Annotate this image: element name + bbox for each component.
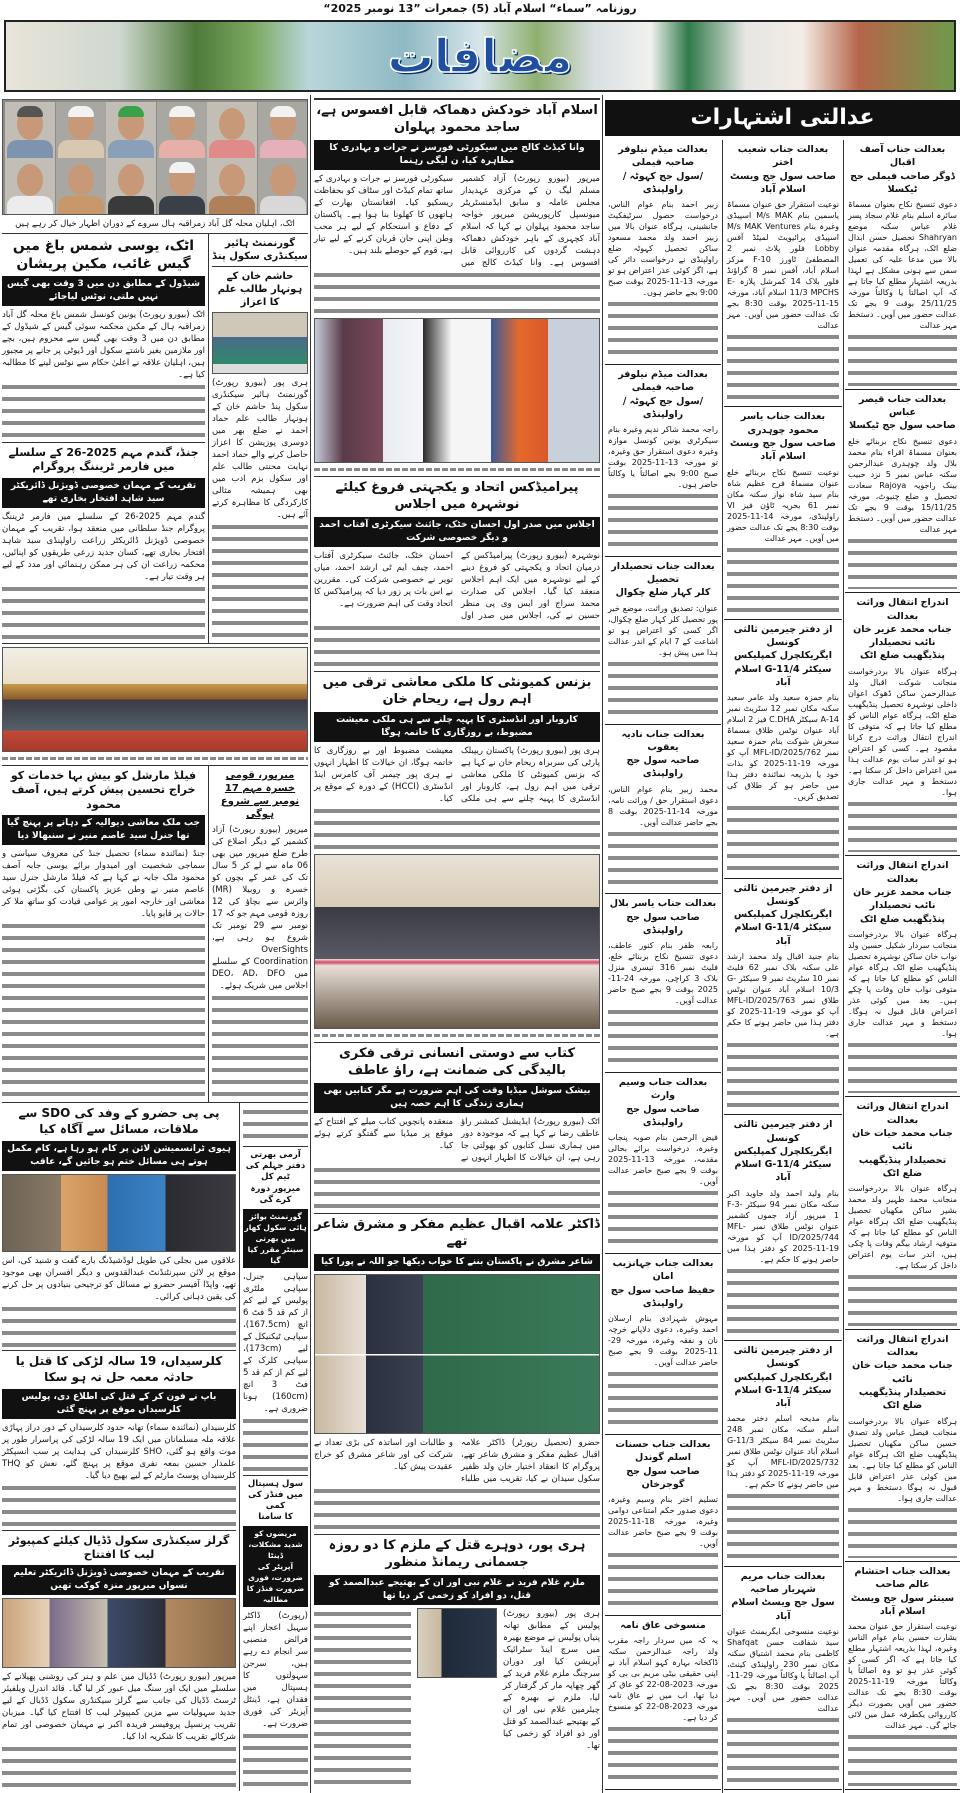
headline: اٹک، یوسی شمس باغ میں گیس غائب، مکین پریشان: [12, 238, 195, 273]
text-filler: [848, 798, 957, 853]
article-islamabad: [314, 100, 600, 477]
headline: حاشم خان کے ہونہار طالب علم کا اعزاز: [212, 266, 308, 309]
article-body: ہری پور (بیورو رپورٹ) گورنمنٹ ہائیر سیکنڈری سکول پنڈ حاشم خان کے ہونہار طالب علم حماد احمد نے ضلع بھر میں دوسری پوزیشن کا اعزاز حاصل کرنے والے حماد احمد نہایت محنتی طالب علم اور سکول بزم ادب میں بھی ہمیشہ مثالی کارکردگی کا مظاہرہ کرتے آئے ہیں۔: [212, 378, 308, 520]
court-notice: [724, 1341, 842, 1567]
police-press-photo: [417, 1608, 497, 1678]
court-notice-heading: بعدالت جناب تحصیلدار تحصیل کلر کہار ضلع چکوال: [611, 560, 715, 599]
portraits-feature: [2, 96, 308, 234]
text-filler: [314, 1485, 600, 1531]
court-notice-heading: اندراج انتقال وراثت بعدالت جناب محمد عزیر خان نائب تحصیلدار پنڈیگھیب ضلع اٹک: [853, 597, 952, 662]
ads-column-right: [845, 140, 960, 1790]
court-ads-header: عدالتی اشتہارات: [605, 100, 960, 136]
article-body: اٹک (بیورو رپورٹ) یونین کونسل شمس باغ محلہ گل آباد زمراقبہ ہال کے مکین محکمہ سوئی گیس کے شیڈول کے مطابق دن میں 3 وقت بھی گیس سے محروم ہیں، بچے اور ملازمین بغیر ناشتے سکول اور ڈیوٹی پر جانے پر مجبور ہیں، اہلیان علاقہ نے اعلیٰ حکام سے نوٹس لینے کا مطالبہ کیا ہے۔: [2, 310, 205, 381]
text-filler: [608, 828, 718, 891]
court-notice: [724, 1567, 842, 1790]
text-filler: [608, 298, 718, 361]
text-filler: [314, 1164, 600, 1210]
headline: بزنس کمیونٹی کا ملکی معاشی ترقی میں اہم رول ہے، ریحام خان: [322, 675, 592, 707]
news-subcolumn: [208, 766, 308, 1102]
meeting-photo-feature: [2, 643, 308, 766]
court-notice: [605, 894, 721, 1073]
court-notice-body: بنام مدیحہ اسلم دختر محمد اسلم سکنہ مکان نمبر 248 سٹریٹ نمبر 84 سیکٹر G-11/3 اسلام آباد عنوان نوٹس طلاق نمبر MFL-ID/2025/732 آپ کو مورخہ 19-11-2025 کو دفتر ہذا میں حاضر ہونے کا حکم ہے۔: [727, 1414, 839, 1490]
article-body: حضرو (تحصیل رپورٹر) ڈاکٹر علامہ اقبال عظیم مفکر و مشرق شاعر تھے، پروگرام کا انعقاد اختیار خان ولد ظفیر سکول سیدان نے کیا، تقریب میں طلباء و طالبات اور اساتذہ کی بڑی تعداد نے شرکت کی اور شاعر مشرق کو خراج عقیدت پیش کیا۔: [314, 1437, 600, 1484]
text-filler: [608, 490, 718, 553]
court-notice: [724, 407, 842, 619]
headline: فیلڈ مارشل کو بیش بہا خدمات کو خراج تحسین پیش کرتے ہیں، آصف محمود: [10, 769, 197, 811]
article-body: سپاہی جنرل، سپاہی ملٹری پولیس کے لیے کم از کم قد 5 فٹ 6 انچ (167.5cm)، سپاہی ٹیکنیکل کے لیے (173cm)، سپاہی کلرک کے لیے کم از کم قد 5 فٹ 3 انچ (160cm) ہونا ضروری ہے۔: [243, 1271, 308, 1414]
court-notice-body: ہرگاہ عنوان بالا بردرخواست منجانب فیصل عباس ولد تصدق حسین ساکن مکھیاں تحصیل پنڈیگھیب ضلع اٹک ہرگاہ عوام الناس کو مطلع کیا جاتا ہے۔ بعد میں کوئی عذر اعتراض قابل قبول نہ ہوگا دستخط و مہر عدالت جاری ہوا۔: [848, 1416, 957, 1503]
news-row: [2, 766, 308, 1102]
headline: آرمی بھرتی دفتر جہلم کی ٹیم کل میرپور دورہ کرے گی: [243, 1146, 308, 1205]
court-notice-heading: بعدالت میڈم نیلوفر صاحبہ فیملی /سول جج کہوٹہ / راولپنڈی: [618, 368, 708, 420]
article-measles: [212, 766, 308, 1102]
article-dadyal: [2, 1531, 236, 1791]
court-notice-body: زبیر احمد بنام عوام الناس، درخواست حصول سرٹیفکیٹ جانشینی، ہرگاہ عنوان بالا میں زبیر احمد ولد محمد مسعود ساکن تحصیل کہوٹہ ضلع راولپنڈی نے درخواست دائر کی ہے، اگر کوئی عذر اعتراض ہو تو مورخہ 13-11-2025 بوقت صبح 9:00 بجے حاضر ہوں۔: [608, 200, 718, 298]
court-notice-body: تسلیم اختر بنام وسیم وغیرہ، دعوی صدور حکم امتناعی دوامی وغیرہ، مورخہ 18-11-2025 بوقت 9 بجے صبح حاضر عدالت آویں۔: [608, 1495, 718, 1549]
news-subcolumn: [2, 1103, 236, 1791]
court-notice-body: بنام حمزہ سعید ولد عامر سعید سکنہ مکان نمبر 12 سٹریٹ نمبر 14-A سیکٹر C.DHA فیز 2 اسلام آباد عنوان نوٹس طلاق مسماۃ سحرش شوکت بنام حمزہ سعید نمبر MFL-ID/2025/762 آپ کو مورخہ 19-11-2025 کو بذات خود یا بذریعہ نمائندہ دفتر ہذا میں حاضر ہو کر طلاق کی تصدیق کریں۔: [727, 693, 839, 802]
photo-caption: [314, 1034, 600, 1037]
portrait: [157, 158, 207, 214]
court-notice-heading: اندراج انتقال وراثت بعدالت جناب محمد عزیر خان نائب تحصیلدار پنڈیگھیب ضلع اٹک: [853, 860, 952, 925]
text-filler: [608, 1006, 718, 1069]
court-notice: [605, 557, 721, 725]
court-notice-body: بنام جنید اقبال ولد محمد ارشد علی سکنہ بلاک نمبر 62 فلیٹ نمبر 10 سٹریٹ نمبر 9 سیکٹر G-10/3 اسلام آباد عنوان نوٹس طلاق نمبر MFL-ID/2025/763 آپ کو مورخہ 19-11-2025 کو دفتر ہذا میں حاضر ہونے کا حکم ہے۔: [727, 952, 840, 1038]
text-filler: [608, 1549, 718, 1612]
court-notice-heading: بعدالت جناب نادیہ یعقوب صاحبہ سول جج راولپنڈی: [621, 728, 705, 780]
subheadline-bar: کاروبار اور انڈسٹری کا پہیہ چلنے سے ہی ملکی معیشت مضبوط، بے روزگاری کا خاتمہ ہوگا: [314, 712, 600, 742]
headline: کلرسیداں، 19 سالہ لڑکی کا قتل یا حادثہ معمہ حل نہ ہو سکا: [15, 1354, 223, 1385]
court-notice-heading: بعدالت جناب احتشام عالم صاحب سینئر سول جج ویسٹ اسلام آباد: [850, 1566, 955, 1618]
court-notice: [845, 593, 960, 856]
headline: سول ہسپتال میں فنڈز کی کمی کا سامنا: [247, 1479, 304, 1523]
portrait: [56, 102, 106, 158]
article-business: [314, 672, 600, 1043]
article-body: ہری پور (بیورو رپورٹ) پاکستان ریپبلک پارٹی کی سربراہ ریحام خان نے کہا ہے کہ بزنس کمیونٹی کا ملکی معاشی ترقی میں اہم رول ہے، کاروبار اور انڈسٹری کا پہیہ چلنے سے ہی ملکی معیشت مضبوط اور بے روزگاری کا خاتمہ ہوگا، ان خیالات کا اظہار انہوں نے ہری پور چیمبر آف کامرس اینڈ انڈسٹری (HCCI) کے دورہ کے موقع پر کیا۔: [314, 745, 600, 804]
court-notice-heading: از دفتر چیرمین ثالثی کونسل ایگریکلچرل کمپلیکس سیکٹر G-11/4 اسلام آباد: [733, 623, 833, 688]
text-filler: [727, 802, 839, 874]
text-filler: [608, 1368, 718, 1431]
portrait: [106, 102, 156, 158]
court-notice-body: نوعیت تنسیخ نکاح بربنائے خلع عنوان مسماۃ فرح عظیم شاہ بنام سید شاہ نواز سکنہ مکان نمبر 61 بحریہ ٹاؤن فیز VI راولپنڈی، مورخہ 14-11-2025 بوقت 8:30 بجے تک عدالت حضور میں آویں۔ مہر عدالت: [727, 467, 839, 543]
court-notice-body: نوعیت استقرار حق عنوان محمد بشارت حسین بنام عوام الناس وغیرہ، لہذا بذریعہ اشتہار مطلع کیا جاتا ہے کہ اگر کسی کو کوئی عذر ہو تو وہ اصالتاً یا وکالتاً مورخہ 19-11-2025 بوقت 8:30 بجے تک عدالت حضور میں آویں بصورت دیگر کارروائی یکطرفہ عمل میں لائی جائے گی۔ مہر عدالت: [848, 1622, 957, 1731]
court-notice-heading: بعدالت جناب یاسر محمود چوہدری صاحب سول جج ویسٹ اسلام آباد: [729, 411, 836, 463]
section-banner: [4, 20, 956, 92]
headline: میرپور، قومی خسرہ مہم 17 نومبر سے شروع ہوگی: [220, 770, 300, 821]
portrait: [258, 158, 308, 214]
article-farmer: [2, 443, 205, 643]
article-army: [243, 1103, 308, 1476]
article-body: ہری پور (بیورو رپورٹ) پولیس کے مطابق تھانہ پنیاں پولیس نے موضع بھیرہ میں سرچ اینڈ سٹرائیک آپریشن کیا اور دوران سرچنگ ملزم غلام فرید کے گھر چھاپہ مار کر گرفتار کر لیا، ملزم نے بھیرہ کے چیئرمین غلام نبی اور ان کے بھتیجے عبدالصمد کو قتل اور دو افراد کو زخمی کیا تھا۔: [502, 1608, 600, 1751]
subheadline-bar: بیشک سوشل میڈیا وقت کی اہم ضرورت ہے مگر کتابیں بھی ہماری زندگی کا اہم حصہ ہیں: [314, 1083, 600, 1113]
text-filler: [2, 1482, 236, 1527]
text-filler: [608, 1187, 718, 1250]
court-notice-heading: بعدالت جناب مریم شہریار صاحبہ سول جج ویسٹ اسلام آباد: [731, 1570, 835, 1622]
court-notice: [845, 1330, 960, 1562]
text-filler: [212, 992, 308, 1099]
ads-column-left: [605, 140, 721, 1790]
court-notice: [605, 1254, 721, 1435]
court-notice-heading: بعدالت میڈم نیلوفر صاحبہ فیملی /سول جج کہوٹہ / راولپنڈی: [618, 144, 708, 195]
text-filler: [848, 1039, 957, 1094]
article-book: [314, 1043, 600, 1214]
article-body: میرپور (بیورو رپورٹ) آزاد کشمیر مسلم لیگ ن کے مرکزی عہدیدار مجلس عاملہ و سابق ایڈمنسٹریٹر میونسپل کارپوریشن میرپور خواجہ ساجد محمود پہلوان نے کہا کہ اسلام آباد کچہری کے باہر خودکش دھماکہ دہشت گردوں کی کارروائی قابل افسوس ہے۔ وانا کیڈٹ کالج میں سیکورٹی فورسز نے جرات و بہادری کے ساتھ تمام کیڈٹ اور سٹاف کو بحفاظت ریسکیو کیا۔ افغانستان بھارت کے ہاتھوں کا کھلونا بنا ہوا ہے۔ پاکستان کے دفاع و استحکام کے لیے ہر محب وطن اپنی جان قربان کرنے کے لیے تیار ہے، قوم کے حوصلے بلند ہیں۔: [314, 173, 600, 268]
article-hospital: [243, 1476, 308, 1791]
article-body: کلرسیداں (نمائندہ سماء) تھانہ حدود کلرسیداں کے دور دراز پہاڑی علاقہ ملہ مسلمانان میں ایک 19 سالہ لڑکی کی پراسرار طور پر موت واقع ہو گئی، SHO کلرسیداں کی ہدایت پر سب انسپکٹر علمدار حسین بمعہ نفری موقع پر پہنچ گئے، نعش کو THQ کلرسیداں پوسٹ مارٹم کے لیے بھیج دیا گیا۔: [2, 1422, 236, 1481]
portrait: [56, 158, 106, 214]
subheadline-bar: ملزم غلام فرید نے غلام نبی اور ان کے بھتیجے عبدالصمد کو قتل، دو افراد کو زخمی کر دیا تھا: [314, 1575, 600, 1605]
ads-column-middle: [724, 140, 842, 1790]
court-notice: [845, 390, 960, 593]
article-body: میرپور (بیورو رپورٹ) آزاد کشمیر کے دیگر اضلاع کی طرح ضلع میرپور میں بھی 06 ماہ سے لے کر 5 سال تک کی عمر کے بچوں کو خسرہ و روبیلا (MR) وائرس سے بچاؤ کی 12 روزہ قومی مہم جو کہ 17 نومبر سے 29 نومبر تک شروع ہو رہی ہے، OverSights Coordination کے سلسلے میں DEO، AD، DFO اجلاس میں شریک ہوئے۔: [212, 825, 309, 992]
court-notice-heading: از دفتر چیرمین ثالثی کونسل ایگریکلچرل کمپلیکس سیکٹر G-11/4 اسلام آباد: [733, 1344, 833, 1410]
headline: گورنمنٹ ہائیر سیکنڈری سکول پنڈ: [212, 238, 308, 262]
middle-news-region: [314, 98, 600, 1793]
text-filler: [608, 1723, 718, 1786]
text-filler: [848, 1731, 957, 1786]
portrait: [157, 102, 207, 158]
sdo-meeting-photo: [2, 1174, 236, 1252]
article-body: علاقوں میں بجلی کی طویل لوڈشیڈنگ بارے گفت و شنید کی، اس موقع پر لائن سپرنٹنڈنٹ عبدالقدوس و دیگر افسران بھی موجود تھے، واپڈا آفیسر حضرو نے مسائل کو ترجیحی بنیادوں پر حل کرنے کی یقین دہانی کرائی۔: [2, 1255, 236, 1302]
court-notice-heading: بعدالت جناب جہانزیب امان حفیظ صاحب سول جج راولپنڈی: [610, 1258, 716, 1309]
court-notice: [724, 1115, 842, 1341]
meeting-photo: [2, 647, 308, 752]
article-body: گندم مہم 2025-26 کے سلسلے میں فارمر ٹریننگ پروگرام جنڈ سلطانی میں منعقد ہوا، تقریب کے مہمان خصوصی ڈویژنل ڈائریکٹر زراعت راولپنڈی سید شاہد افتخار بخاری تھے، کسان جدید زرعی طریقوں کو اپنائیں، محکمہ زراعت ان کی ہر ممکن رہنمائی اور مدد کے لیے ہر وقت تیار ہے۔: [2, 511, 205, 582]
portrait: [5, 158, 55, 214]
text-filler: [727, 544, 839, 616]
article-iqbal: [314, 1214, 600, 1535]
portrait: [5, 102, 55, 158]
court-notice-body: فیض الرحمن بنام صوبہ پنجاب وغیرہ، درخواست برائے بحالی مقدمہ، مورخہ 13-11-2025 بوقت 9 بجے صبح حاضر عدالت آویں۔: [608, 1133, 718, 1187]
court-notice-heading: بعدالت جناب آصف اقبال ڈوگر صاحب فیملی جج ٹیکسلا: [850, 144, 955, 195]
text-filler: [2, 1303, 236, 1348]
text-filler: [727, 1265, 839, 1337]
court-notice-heading: بعدالت جناب شعیب اختر صاحب سول جج ویسٹ اسلام آباد: [729, 144, 836, 195]
court-notice: [845, 856, 960, 1097]
subheadline-bar: تقریب کے مہمان خصوصی ڈویژنل ڈائریکٹر سید شاہد افتخار بخاری تھے: [2, 478, 205, 508]
court-notice-body: نوعیت استقرار حق عنوان مسماۃ یاسمین بنام M/s MAK اسپیڈی وغیرہ بنام M/s MAK Ventures اسپیڈی پرائیویٹ لمیٹڈ آفس Lobby فلور پلاٹ نمبر 2 المصطفیٰ ٹاورز F-10 مرکز اسلام آباد، آفس نمبر 8 گراؤنڈ فلور بلاک 14 کمرشل پلازہ E-11/3 MPCHS اسلام آباد، مورخہ 15-11-2025 بوقت 8:30 بجے تک عدالت حضور میں آویں۔ مہر عدالت: [727, 200, 840, 331]
text-filler: [727, 331, 839, 403]
court-notice-body: ہرگاہ عنوان بالا بردرخواست منجانب سردار شکیل حسین ولد نواب خان ساکن نوشہرہ تحصیل پنڈیگھیب ضلع اٹک ہرگاہ عوام الناس کو مطلع کیا جاتا ہے کہ متوفی نواب خان وفات پا چکے ہیں۔ بعد میں کوئی عذر اعتراض قابل قبول نہ ہوگا۔ دستخط و مہر عدالت جاری ہوا۔: [848, 929, 957, 1038]
headline: ڈاکٹر علامہ اقبال عظیم مفکر و مشرق شاعر تھے: [314, 1217, 600, 1249]
portrait: [258, 102, 308, 158]
article-body: جنڈ (نمائندہ سماء) تحصیل جنڈ کی معروف سیاسی و سماجی شخصیت اور امیدوار برائے یوسی جابہ آصف محمود ملک جابہ نے کہا ہے کہ فیلڈ مارشل جنرل سید عاصم منیر نے وطن عزیز پاکستان کی بگڑتی ہوئی معاشی اور خارجہ امور پر عوامی قیادت کو ساتھ ملا کر حالات پر قابو پایا۔: [2, 849, 205, 920]
text-filler: [608, 658, 718, 721]
text-filler: [243, 1106, 308, 1146]
court-notice: [724, 620, 842, 879]
portraits-photo: [2, 99, 308, 215]
court-notice-body: بنام ولید احمد ولد جاوید اکبر سکنہ مکان نمبر 94 سیکٹر F-3-1 میرپور آزاد جموں کشمیر عنوان نوٹس طلاق نمبر MFL-ID/2025/744 آپ کو مورخہ 19-11-2025 کو دفتر ہذا میں حاضر ہونے کا حکم ہے۔: [727, 1188, 839, 1264]
court-notice-heading: منسوخی عاق نامہ: [620, 1619, 706, 1631]
headline: جنڈ، گندم مہم 2025-26 کے سلسلے میں فارمر ٹریننگ پروگرام: [8, 445, 199, 474]
text-filler: [727, 1490, 839, 1562]
court-notice-body: یہ کہ میں سردار راجہ مقرب ولد راجہ عبدالرحمن سکنہ ڈاکخانہ بہارہ کہو اسلام آباد نے اپنی حقیقی بیٹی مریم بی بی کو مورخہ 2023-08-22 کو عاق کر دیا تھا، اب میں نے عاق نامہ مورخہ 2023-08-22 کو منسوخ کر دیا ہے۔: [608, 1636, 718, 1723]
left-news-region: [2, 96, 308, 1791]
court-notice: [845, 1562, 960, 1790]
subheadline-bar: مریضوں کو شدید مشکلات، ڈینٹا آپریٹر کی ضرورت، فوری ضرورت فنڈز کا مطالبہ: [243, 1526, 308, 1607]
headline: اسلام آباد خودکش دھماکہ قابل افسوس ہے، ساجد محمود پہلوان: [316, 103, 598, 135]
portrait: [207, 158, 257, 214]
article-gas: [2, 234, 205, 443]
subheadline-bar: تقریب کے مہمان خصوصی ڈویژنل ڈائریکٹر تعلیم نسواں میرپور منزہ کوکب تھیں: [2, 1565, 236, 1595]
subheadline-bar: جب ملک معاشی دیوالیہ کے دہانے پر پہنچ گیا تھا جنرل سید عاصم منیر نے سنبھالا دیا: [2, 815, 205, 845]
court-notice: [605, 140, 721, 365]
court-notice-body: مہوش شہزادی بنام ارسلان احمد وغیرہ، دعوی دلاپانے خرچہ نان و نفقہ وغیرہ، مورخہ 29-11-2025 بوقت 9 بجے صبح حاضر عدالت آویں۔: [608, 1314, 718, 1368]
text-filler: [848, 1271, 957, 1326]
news-subcolumn: [208, 234, 308, 643]
column-divider: [310, 95, 311, 1793]
court-notice-body: نوعیت منسوخی ایگریمنٹ عنوان سید شفاقت حسن Shafqat کاظمی بنام محمد اشتیاق سکنہ مکان نمبر 230 راولپنڈی کینٹ، آپ اصالتاً یا وکالتاً مورخہ 29-11-2025 بوقت 8:30 بجے تک عدالت حضور میں آویں۔ مہر عدالت: [727, 1626, 839, 1713]
article-body: میرپور (بیورو رپورٹ) ڈڈیال میں علم و ہنر کی روشنی پھیلانے کے سلسلے میں ایک اور سنگ میل عبور کر لیا گیا۔ قائد اندرل ویلفیئر ٹرسٹ ڈڈیال کی جانب سے گرلز سیکنڈری سکول ڈڈیال کے لیے جدید سہولیات سے مزین کمپیوٹر لیب کا افتتاح کیا گیا۔ میزبان تقریب پرنسپل پروفیسر فریدہ اکبر نے مہمان خصوصی اور تمام شرکائے تقریب کا شکریہ ادا کیا۔: [2, 1672, 236, 1743]
text-filler: [314, 269, 600, 315]
court-notice-body: دعوی تنسیخ نکاح بعنوان مسماۃ سائرہ اسلم بنام غلام سجاد پسر غلام عباس سکنہ موضع Shahryan تحصیل حسن ابدال ضلع اٹک، ہرگاہ مقدمہ عنوان بالا میں مدعا علیہ کی تعمیل سمن سے ہونی مشکل ہے لہذا بذریعہ اشتہار مطلع کیا جاتا ہے کہ آپ اصالتاً یا وکالتاً مورخہ 25/11/25 بوقت 9 بجے تک عدالت حضور میں آویں۔ دستخط مہر عدالت: [848, 200, 957, 331]
column-divider: [602, 95, 603, 1793]
article-paramedics: [314, 477, 600, 672]
court-notice-heading: از دفتر چیرمین ثالثی کونسل ایگریکلچرل کمپلیکس سیکٹر G-11/4 اسلام آباد: [733, 1119, 833, 1184]
article-haripur: [314, 1535, 600, 1793]
article-kallar: [2, 1351, 236, 1530]
court-notice: [605, 1073, 721, 1254]
dateline: روزنامہ ”سماء“ اسلام آباد (5) جمعرات ”13 نومبر 2025“: [323, 2, 637, 15]
court-notice: [845, 1097, 960, 1329]
court-notice-heading: اندراج انتقال وراثت بعدالت جناب محمد حیات خان نائب تحصیلدار پنڈیگھیب ضلع اٹک: [852, 1101, 953, 1179]
article-body: اٹک (بیورو رپورٹ) ایڈیشنل کمشنر راؤ عاطف رضا نے کہا ہے کہ موجودہ دور میں ہماری نسل کتابوں کو بھولتی جا رہی ہے، ان خیالات کا اظہار انہوں نے منعقدہ پانچویں کتاب میلے کے افتتاح کے موقع پر میڈیا سے گفتگو کرتے ہوئے کیا۔: [314, 1116, 600, 1163]
text-filler: [2, 1743, 236, 1788]
article-school: [212, 234, 308, 643]
photo-caption: [2, 757, 308, 760]
court-notice-body: دعوی تنسیخ نکاح بربنائے خلع بعنوان مسماۃ اقراء بنام محمد بلال ولد چوہدری عبدالرحمن سکنہ عباس نمبر 5 نزد حبیب بینک راجویہ Rajoya سعادت تحصیل و ضلع چنیوٹ، مورخہ 15/11/25 بوقت 9 بجے تک عدالت حضور میں آویں۔ دستخط مہر عدالت: [848, 436, 958, 534]
court-notice: [605, 1616, 721, 1790]
text-filler: [243, 1730, 308, 1788]
computer-lab-opening-photo: [2, 1598, 236, 1668]
article-field-marshal: [2, 766, 205, 1102]
headline: ہری پور، دوہرے قتل کے ملزم کا دو روزہ جسمانی ریمانڈ منظور: [328, 1538, 586, 1570]
text-filler: [314, 622, 600, 668]
court-notice: [845, 140, 960, 390]
subheadline-bar: شیڈول کے مطابق دن میں 3 وقت بھی گیس نہیں ملتی، نوٹس لیاجائے: [2, 276, 205, 306]
text-filler: [727, 1039, 839, 1111]
news-subcolumn: [2, 234, 205, 643]
text-filler: [848, 1504, 957, 1559]
news-row: [2, 1102, 308, 1791]
portrait: [106, 158, 156, 214]
subheadline-bar: ہیوی ٹرانسمیشن لائن پر کام ہو رہا ہے، کام مکمل ہوتے ہی مسائل ختم ہو جائیں گے، عاقب: [2, 1141, 236, 1171]
subheadline-bar: باپ نے فون کر کے قتل کی اطلاع دی، پولیس کلرسیداں موقع پر پہنچ گئی: [2, 1389, 236, 1419]
event-photo: [314, 318, 600, 463]
text-filler: [212, 521, 308, 640]
headline: گرلز سیکنڈری سکول ڈڈیال کیلئے کمپیوٹر لیب کا افتتاح: [8, 1533, 230, 1561]
court-notice-heading: بعدالت جناب قیصر عباس صاحب سول جج ٹیکسلا: [849, 393, 956, 432]
court-notice-body: رابعہ ظفر بنام کنور عاطف، دعوی تنسیخ نکاح بربنائے خلع، فلیٹ نمبر 316 تیسری منزل بلاک 3 کراچی، مورخہ 24-11-2025 بوقت 9 بجے صبح حاضر عدالت آویں۔: [608, 941, 718, 1006]
court-notice-body: ہرگاہ عنوان بالا بردرخواست منجانب شوکت اقبال ولد عبدالرحمن ساکن ڈھوک اعوان داخلی نوشہرہ تحصیل پنڈیگھیب ضلع اٹک، ہرگاہ عوام الناس کو مطلع کیا جاتا ہے کہ متوفی کا اندراج انتقال وراثت درج کرانا مقصود ہے۔ کسی کو اعتراض ہو تو اندر سات یوم عدالت ہذا میں اعتراض داخل کر سکتا ہے۔ دستخط و مہر عدالت جاری ہوا۔: [848, 666, 957, 797]
subheadline-bar: شاعر مشرق نے پاکستان بننے کا خواب دیکھا جو اللہ نے پورا کیا: [314, 1254, 600, 1271]
text-filler: [314, 805, 600, 851]
headline: پی پی حضرو کے وفد کی SDO سے ملاقات، مسائل سے آگاہ کیا: [18, 1106, 220, 1136]
article-sdo: [2, 1103, 236, 1351]
court-notice-heading: از دفتر چیرمین ثالثی کونسل ایگریکلچرل کمپلیکس سیکٹر G-11/4 اسلام آباد: [733, 882, 833, 947]
iqbal-day-photos: [314, 1274, 600, 1434]
court-notice-heading: بعدالت جناب یاسر بلال صاحب سول جج راولپنڈی: [609, 898, 717, 937]
headline: پیرامیڈکس اتحاد و یکجہتی فروغ کیلئے نوشہرہ میں اجلاس: [335, 480, 579, 512]
court-notice-body: راجہ محمد شاکر ندیم وغیرہ بنام سیکرٹری یونین کونسل موازہ وغیرہ دعوی استقرار حق وغیرہ، تو مورخہ 13-11-2025 بوقت صبح 9:00 بجے اصالتاً یا وکالتاً حاضر ہوں۔: [608, 425, 718, 490]
article-body-row: [314, 1608, 600, 1790]
article-body: نوشہرہ (بیورو رپورٹ) پیرامیڈکس کے درمیان اتحاد و یکجہتی کو فروغ دینے کے لیے نوشہرہ میں ایک اہم اجلاس منعقد کیا گیا۔ اجلاس کی صدارت محمد سراج اور ایس وی پی منظر حسین نے کی، اجلاس میں صدر اول احسان خٹک، جائنٹ سیکرٹری آفتاب احمد، چیف ایم ٹی ارشد احمد، میاں تویر نے خصوصی شرکت کی۔ مقررین نے اس بات پر زور دیا کہ پیرامیڈکس کا اتحاد وقت کی اہم ضرورت ہے۔: [314, 550, 600, 621]
article-body: (رپورٹ) ڈاکٹر سہیل اعجاز اپنے فرائض منصبی سر انجام دے رہے ہیں، سرجن سہولتوں کا ہسپتال میں فقدان ہے، ڈینٹل آپریٹر کی فوری ضرورت ہے۔: [243, 1611, 308, 1730]
portrait: [207, 102, 257, 158]
court-notice-body: عنوان: تصدیق وراثت، موضع خیر پور تحصیل کلر کہار ضلع چکوال، اگر کسی کو اعتراض ہو تو اشاعت کے 7 ایام کے اندر عدالت ہذا میں پیش ہو۔: [608, 603, 718, 657]
court-notice-heading: بعدالت جناب حسنات اسلم گوندل صاحب سول جج گوجرخان: [615, 1438, 711, 1490]
text-filler: [2, 920, 205, 1099]
court-notice: [724, 879, 842, 1116]
court-notice: [724, 140, 842, 407]
news-subcolumn: [2, 766, 205, 1102]
subheadline-bar: اجلاس میں صدر اول احسان خٹک، جائنٹ سیکرٹری آفتاب احمد و دیگر خصوصی شرکت: [314, 517, 600, 547]
court-notice-heading: بعدالت جناب وسیم وارث صاحب سول جج راولپنڈی: [618, 1077, 708, 1128]
subheadline-bar: گورنمنٹ بوائز ہائی سکول کھار میں بھرتی سینٹر مقرر کیا گیا: [243, 1209, 308, 1268]
text-filler: [848, 535, 957, 590]
court-notice: [605, 365, 721, 557]
subheadline-bar: وانا کیڈٹ کالج میں سیکورٹی فورسز نے جرات و بہادری کا مظاہرہ کیا، ن لیگی رہنما: [314, 140, 600, 170]
headline: کتاب سے دوستی انسانی ترقی فکری بالیدگی کی ضمانت ہے، راؤ عاطف: [338, 1046, 576, 1078]
text-filler: [2, 381, 205, 439]
text-filler: [2, 583, 205, 641]
news-row: [2, 234, 308, 643]
court-notice-body: ہرگاہ عنوان بالا بردرخواست منجانب محمد ظہیر ولد محمد بشیر ساکن مکھیاں تحصیل پنڈیگھیب ضلع اٹک ہرگاہ عوام الناس کو مطلع کیا جاتا ہے کہ متوفیہ ارشاد بیگم وفات پا چکی ہیں، اندر سات یوم اعتراض داخل کر سکتا ہے۔: [848, 1184, 957, 1271]
photo-caption: [314, 468, 600, 471]
court-notice-heading: اندراج انتقال وراثت بعدالت جناب محمد حیات خان نائب تحصیلدار پنڈیگھیب ضلع اٹک: [852, 1333, 953, 1412]
student-award-photo: [212, 312, 308, 374]
text-filler: [848, 331, 957, 386]
text-filler: [727, 1714, 839, 1786]
news-subcolumn: [239, 1103, 308, 1791]
text-filler: [314, 1608, 411, 1790]
text-filler: [243, 1415, 308, 1473]
section-title: مضافات: [387, 29, 573, 83]
ribbon-cutting-photo: [314, 854, 600, 1029]
court-notice: [605, 725, 721, 895]
court-notice: [605, 1435, 721, 1616]
court-notice-body: محمد زبیر بنام عوام الناس، دعوی استقرار حق / وراثت نامہ، مورخہ 14-11-2025 بوقت 8 بجے حاضر عدالت آویں۔: [608, 784, 718, 827]
photo-caption: اٹک، اہلیان محلہ گل آباد زمراقبہ ہال سروے کے دوران اظہار خیال کر رہے ہیں: [15, 219, 295, 229]
